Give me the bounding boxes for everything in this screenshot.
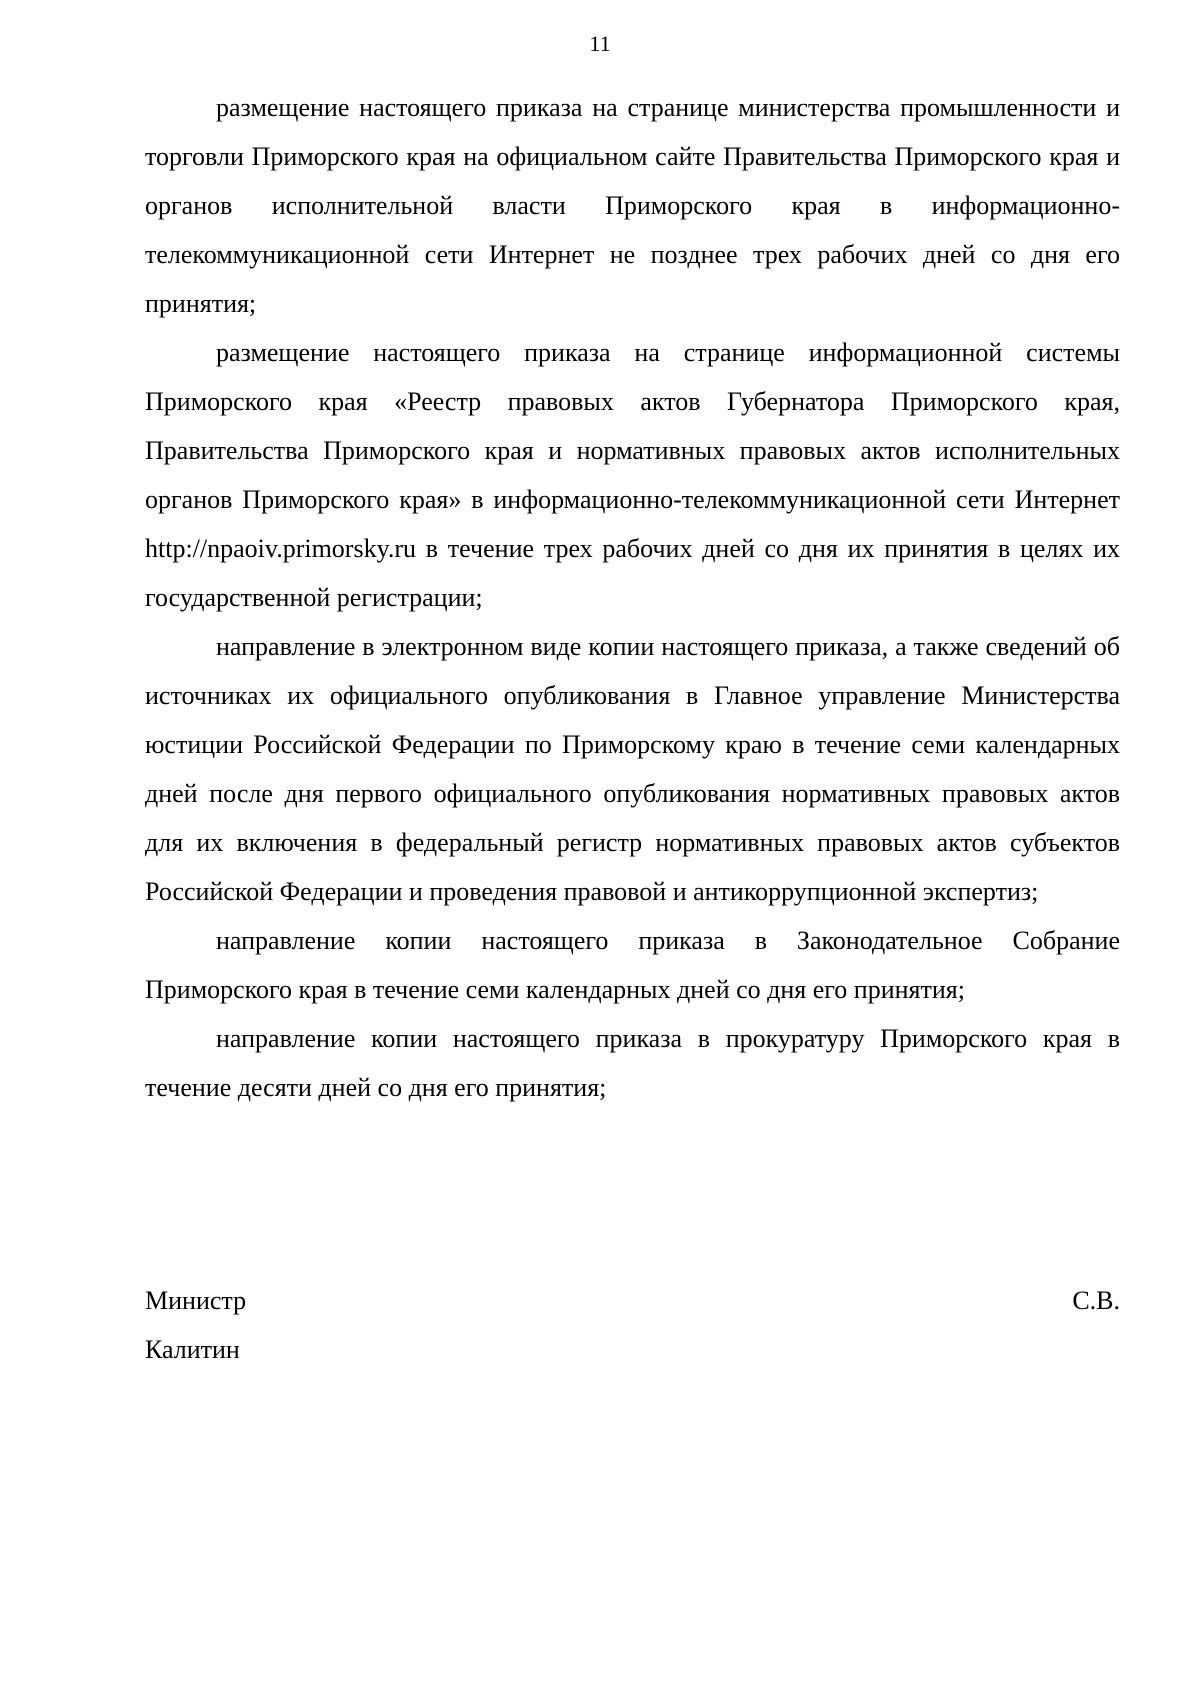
paragraph-registry-publication: размещение настоящего приказа на странице информационной системы Приморского края «Реестр правовых актов Губернатора Приморского края, Правительства Приморского края и нормативных правовых актов исполнительных органов Приморского края» в информационно-телекоммуникационной сети Интернет http://npaoiv.primorsky.ru в течение трех рабочих дней со дня их принятия в целях их государственной регистрации; (145, 338, 1120, 612)
paragraph-site-publication: размещение настоящего приказа на странице министерства промышленности и торговли Приморского края на официальном сайте Правительства Приморского края и органов исполнительной власти Приморского края в информационно-телекоммуникационной сети Интернет не позднее трех рабочих дней со дня его принятия; (145, 93, 1120, 318)
signature-title: Министр (145, 1286, 247, 1315)
paragraph-ministry-justice: направление в электронном виде копии настоящего приказа, а также сведений об источниках их официального опубликования в Главное управление Министерства юстиции Российской Федерации по Приморскому краю в течение семи календарных дней после дня первого официального опубликования нормативных правовых актов для их включения в федеральный регистр нормативных правовых актов субъектов Российской Федерации и проведения правовой и антикоррупционной экспертиз; (145, 632, 1120, 906)
signature-surname: Калитин (145, 1335, 240, 1364)
signature-block (145, 1276, 1120, 1374)
paragraph-legislative-assembly: направление копии настоящего приказа в Законодательное Собрание Приморского края в течение семи календарных дней со дня его принятия; (145, 926, 1120, 1004)
signature-initials: С.В. (1072, 1286, 1120, 1315)
page-number: 11 (589, 31, 611, 56)
document-body (145, 83, 1120, 1112)
paragraph-prosecutor: направление копии настоящего приказа в прокуратуру Приморского края в течение десяти дней со дня его принятия; (145, 1024, 1120, 1102)
signature-row (145, 1276, 1120, 1325)
